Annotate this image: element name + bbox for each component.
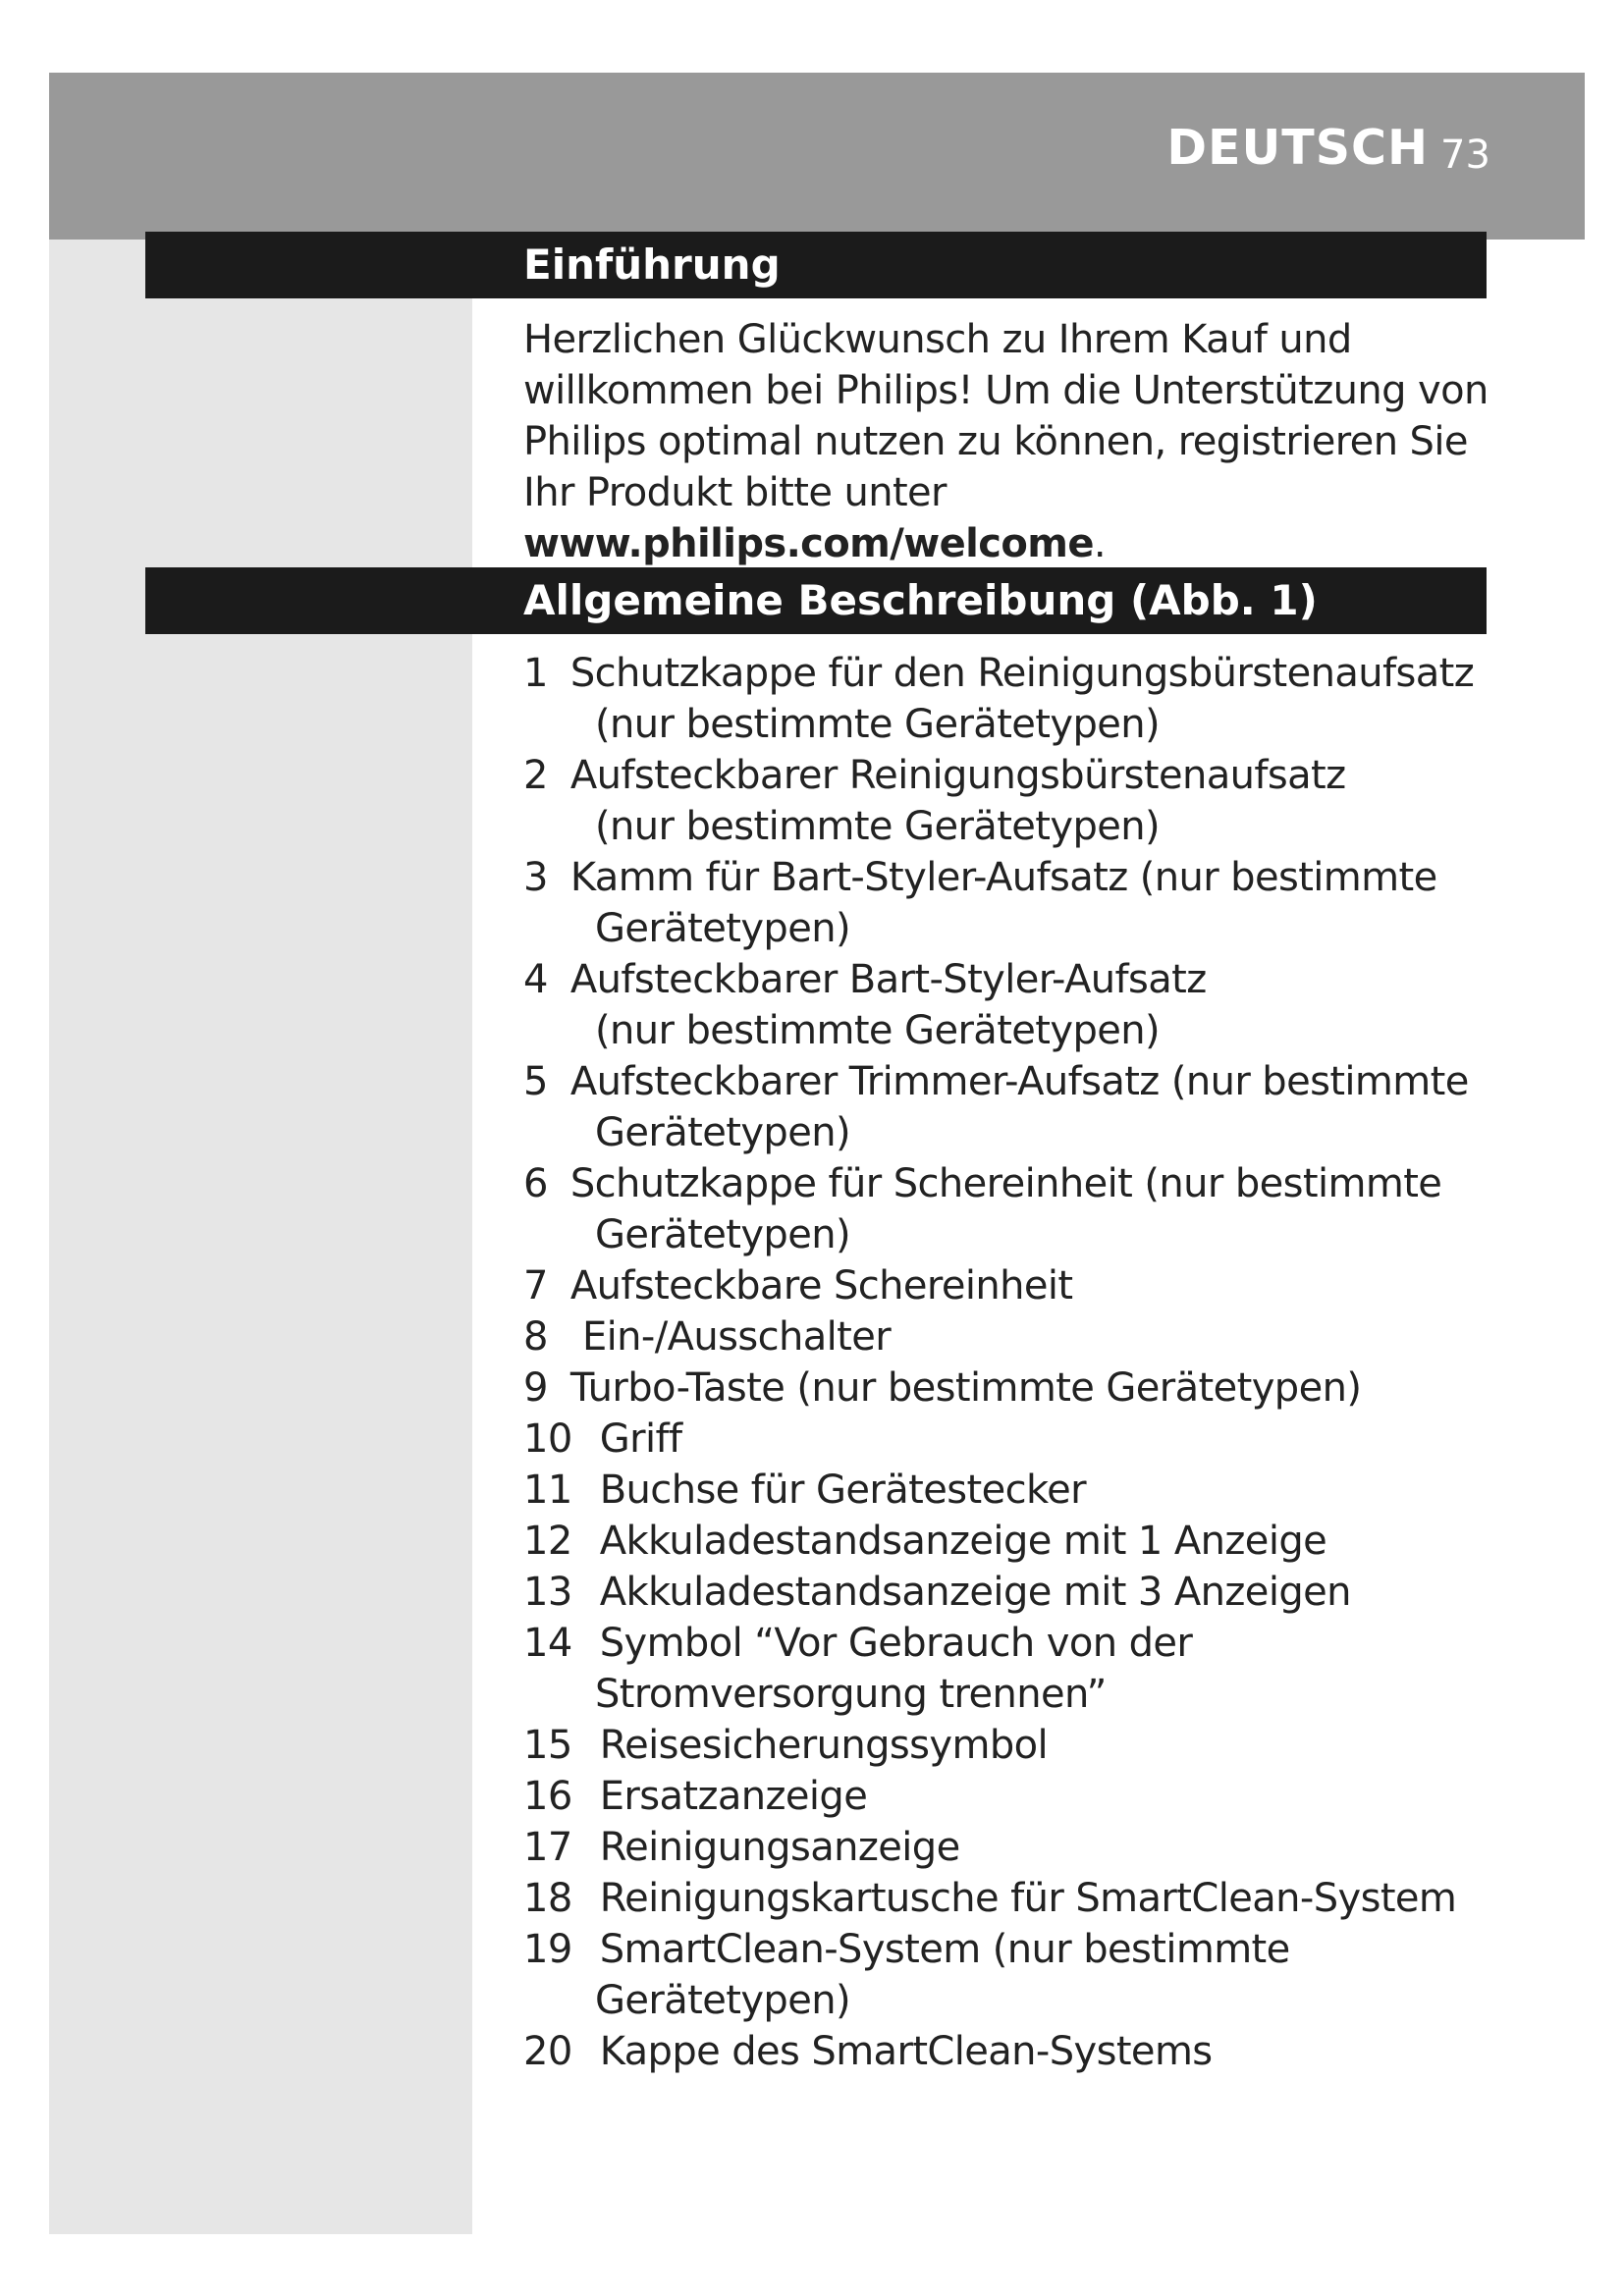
item-number: 12	[523, 1519, 572, 1564]
item-number: 7	[523, 1263, 548, 1308]
section-title: Einführung	[523, 240, 781, 289]
list-item	[523, 954, 1505, 1056]
left-margin-column	[49, 73, 472, 2234]
item-label: Aufsteckbarer Reinigungsbürstenaufsatz	[569, 753, 1346, 798]
item-number: 1	[523, 651, 548, 696]
list-item	[523, 2026, 1505, 2077]
item-label-continued: Stromversorgung trennen”	[595, 1672, 1107, 1717]
item-number: 17	[523, 1825, 572, 1870]
item-label-continued: Gerätetypen)	[595, 1978, 850, 2023]
list-item	[523, 1362, 1505, 1414]
intro-text-end: .	[1093, 521, 1106, 566]
item-label-continued: Gerätetypen)	[595, 906, 850, 951]
item-number: 6	[523, 1161, 548, 1206]
item-label: Ersatzanzeige	[599, 1774, 868, 1819]
item-number: 20	[523, 2029, 572, 2074]
list-item	[523, 648, 1505, 750]
item-label: Ein-/Ausschalter	[569, 1314, 892, 1360]
intro-paragraph	[523, 314, 1505, 569]
item-number: 5	[523, 1059, 548, 1104]
item-number: 4	[523, 957, 548, 1002]
item-number: 3	[523, 855, 548, 900]
list-item	[523, 1567, 1505, 1618]
item-number: 10	[523, 1416, 572, 1462]
section-heading-description	[145, 567, 1487, 634]
item-label-continued: (nur bestimmte Gerätetypen)	[595, 804, 1161, 849]
list-item	[523, 1465, 1505, 1516]
parts-list	[523, 648, 1505, 2077]
item-label: Griff	[599, 1416, 682, 1462]
item-label: Buchse für Gerätestecker	[599, 1468, 1086, 1513]
item-label-continued: (nur bestimmte Gerätetypen)	[595, 1008, 1161, 1053]
item-number: 18	[523, 1876, 572, 1921]
item-number: 19	[523, 1927, 572, 1972]
item-label: SmartClean-System (nur bestimmte	[599, 1927, 1290, 1972]
item-number: 15	[523, 1723, 572, 1768]
list-item	[523, 1720, 1505, 1771]
item-label: Aufsteckbarer Bart-Styler-Aufsatz	[569, 957, 1207, 1002]
list-item	[523, 1311, 1505, 1362]
item-label: Symbol “Vor Gebrauch von der	[599, 1621, 1193, 1666]
list-item	[523, 1873, 1505, 1924]
list-item	[523, 1924, 1505, 2026]
list-item	[523, 1056, 1505, 1158]
item-number: 14	[523, 1621, 572, 1666]
section-heading-intro	[145, 232, 1487, 298]
list-item	[523, 1822, 1505, 1873]
list-item	[523, 1414, 1505, 1465]
item-number: 8	[523, 1314, 548, 1360]
item-number: 11	[523, 1468, 572, 1513]
item-number: 9	[523, 1365, 548, 1411]
item-label-continued: Gerätetypen)	[595, 1110, 850, 1155]
item-label: Aufsteckbare Schereinheit	[569, 1263, 1073, 1308]
item-number: 13	[523, 1570, 572, 1615]
list-item	[523, 1516, 1505, 1567]
list-item	[523, 1618, 1505, 1720]
item-label-continued: (nur bestimmte Gerätetypen)	[595, 702, 1161, 747]
language-label: DEUTSCH	[1166, 120, 1429, 176]
welcome-url: www.philips.com/welcome	[523, 521, 1094, 566]
item-label: Turbo-Taste (nur bestimmte Gerätetypen)	[569, 1365, 1362, 1411]
list-item	[523, 852, 1505, 954]
list-item	[523, 1260, 1505, 1311]
item-label: Kappe des SmartClean-Systems	[599, 2029, 1213, 2074]
item-label: Akkuladestandsanzeige mit 1 Anzeige	[599, 1519, 1327, 1564]
intro-text: Herzlichen Glückwunsch zu Ihrem Kauf und willkommen bei Philips! Um die Unterstützung von Philips optimal nutzen zu können, registrieren Sie Ihr Produkt bitte unter	[523, 317, 1489, 515]
list-item	[523, 1158, 1505, 1260]
list-item	[523, 1771, 1505, 1822]
page-number: 73	[1440, 133, 1490, 178]
item-label: Reinigungskartusche für SmartClean-System	[599, 1876, 1457, 1921]
item-label: Schutzkappe für den Reinigungsbürstenaufsatz	[569, 651, 1475, 696]
item-label: Reinigungsanzeige	[599, 1825, 960, 1870]
item-label: Kamm für Bart-Styler-Aufsatz (nur bestimmte	[569, 855, 1437, 900]
item-label-continued: Gerätetypen)	[595, 1212, 850, 1257]
item-number: 16	[523, 1774, 572, 1819]
section-title: Allgemeine Beschreibung (Abb. 1)	[523, 576, 1318, 624]
item-number: 2	[523, 753, 548, 798]
item-label: Akkuladestandsanzeige mit 3 Anzeigen	[599, 1570, 1351, 1615]
item-label: Schutzkappe für Schereinheit (nur bestimmte	[569, 1161, 1442, 1206]
item-label: Reisesicherungssymbol	[599, 1723, 1049, 1768]
list-item	[523, 750, 1505, 852]
item-label: Aufsteckbarer Trimmer-Aufsatz (nur bestimmte	[569, 1059, 1469, 1104]
